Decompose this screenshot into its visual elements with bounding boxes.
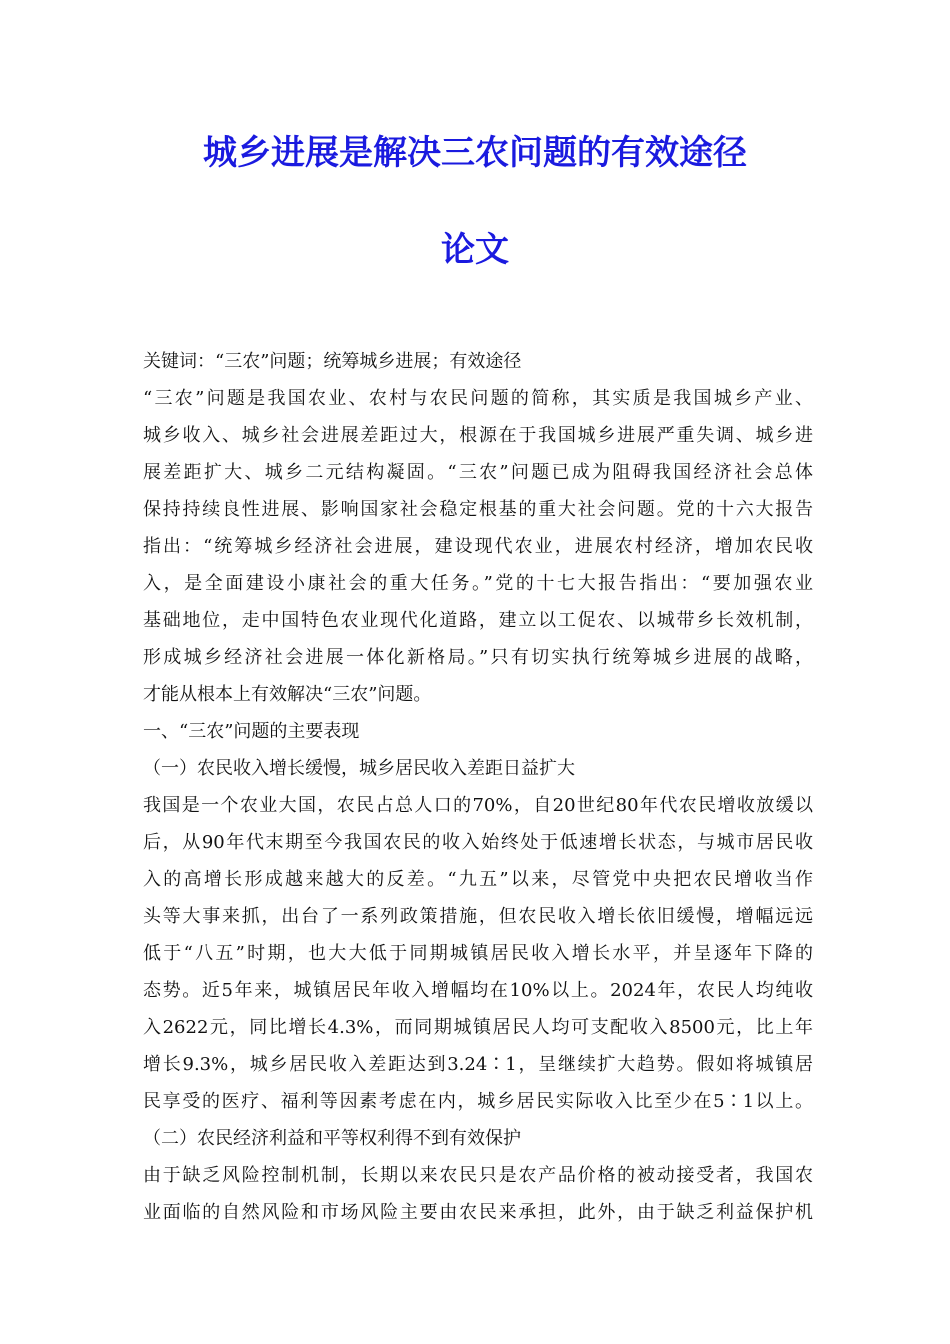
subsection-heading: （二）农民经济利益和平等权利得不到有效保护 — [143, 1128, 521, 1149]
body-line: 民享受的医疗、福利等因素考虑在内，城乡居民实际收入比至少在5∶1以上。 — [143, 1091, 813, 1112]
body-line: 才能从根本上有效解决“三农”问题。 — [143, 684, 432, 705]
document-title-line-1: 城乡进展是解决三农问题的有效途径 — [203, 133, 747, 173]
body-line: “三农”问题是我国农业、农村与农民问题的简称，其实质是我国城乡产业、 — [143, 388, 813, 409]
subsection-heading: （一）农民收入增长缓慢，城乡居民收入差距日益扩大 — [143, 758, 575, 779]
body-line: 展差距扩大、城乡二元结构凝固。“三农”问题已成为阻碍我国经济社会总体 — [143, 462, 813, 483]
body-line: 我国是一个农业大国，农民占总人口的70%，自20世纪80年代农民增收放缓以 — [143, 795, 813, 816]
body-line: 态势。近5年来，城镇居民年收入增幅均在10%以上。2024年，农民人均纯收 — [143, 980, 813, 1001]
document-body — [143, 343, 813, 1231]
section-heading: 一、“三农”问题的主要表现 — [143, 721, 360, 742]
body-line: 指出：“统筹城乡经济社会进展，建设现代农业，进展农村经济，增加农民收 — [143, 536, 813, 557]
body-line: 入，是全面建设小康社会的重大任务。”党的十七大报告指出：“要加强农业 — [143, 573, 813, 594]
body-line: 形成城乡经济社会进展一体化新格局。”只有切实执行统筹城乡进展的战略， — [143, 647, 813, 668]
keywords-line: 关键词：“三农”问题；统筹城乡进展；有效途径 — [143, 351, 522, 372]
body-line: 头等大事来抓，出台了一系列政策措施，但农民收入增长依旧缓慢，增幅远远 — [143, 906, 813, 927]
body-line: 基础地位，走中国特色农业现代化道路，建立以工促农、以城带乡长效机制， — [143, 610, 813, 631]
body-line: 城乡收入、城乡社会进展差距过大，根源在于我国城乡进展严重失调、城乡进 — [143, 425, 813, 446]
body-line: 入2622元，同比增长4.3%，而同期城镇居民人均可支配收入8500元，比上年 — [143, 1017, 813, 1038]
body-line: 保持持续良性进展、影响国家社会稳定根基的重大社会问题。党的十六大报告 — [143, 499, 813, 520]
body-line: 业面临的自然风险和市场风险主要由农民来承担，此外，由于缺乏利益保护机 — [143, 1202, 813, 1223]
body-line: 入的高增长形成越来越大的反差。“九五”以来，尽管党中央把农民增收当作 — [143, 869, 813, 890]
body-line: 后，从90年代末期至今我国农民的收入始终处于低速增长状态，与城市居民收 — [143, 832, 813, 853]
body-line: 增长9.3%，城乡居民收入差距达到3.24∶1，呈继续扩大趋势。假如将城镇居 — [143, 1054, 813, 1075]
body-line: 由于缺乏风险控制机制，长期以来农民只是农产品价格的被动接受者，我国农 — [143, 1165, 813, 1186]
body-line: 低于“八五”时期，也大大低于同期城镇居民收入增长水平，并呈逐年下降的 — [143, 943, 813, 964]
document-title-line-2: 论文 — [441, 230, 509, 270]
